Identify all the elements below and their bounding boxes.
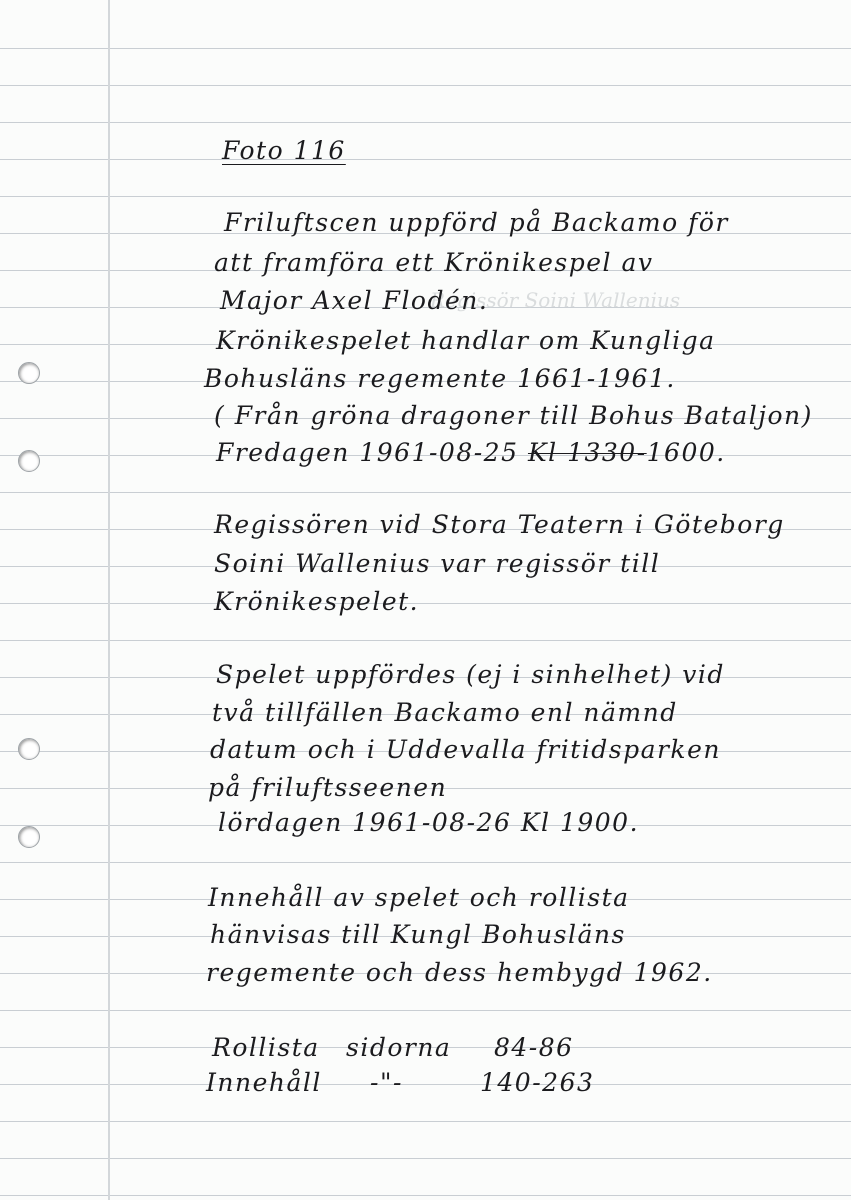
date-line: [216, 440, 726, 465]
punch-hole: [18, 450, 40, 472]
paragraph-2-line: Krönikespelet.: [214, 587, 420, 616]
time-end: 1600.: [646, 438, 726, 467]
margin-line: [108, 0, 110, 1200]
paragraph-2-line: Regissören vid Stora Teatern i Göteborg: [214, 510, 785, 539]
paragraph-1-line: ( Från gröna dragoner till Bohus Bataljon): [214, 401, 813, 430]
reference-pages: 140-263: [480, 1068, 595, 1097]
reference-label: Innehåll: [206, 1068, 322, 1097]
paragraph-1-line: Krönikespelet handlar om Kungliga: [216, 326, 716, 355]
paragraph-3-line: lördagen 1961-08-26 Kl 1900.: [218, 808, 640, 837]
paragraph-1-line: Major Axel Flodén.: [220, 286, 489, 315]
paragraph-3-line: Spelet uppfördes (ej i sinhelhet) vid: [216, 660, 725, 689]
date-prefix: Fredagen 1961-08-25: [216, 438, 519, 467]
page-title: Foto 116: [222, 136, 346, 165]
show-through-text: Regissör Soini Wallenius: [430, 288, 681, 312]
paragraph-3-line: på friluftsseenen: [208, 773, 448, 802]
punch-hole: [18, 826, 40, 848]
paragraph-3-line: datum och i Uddevalla fritidsparken: [210, 735, 721, 764]
struck-time: Kl 1330-: [527, 438, 647, 467]
paragraph-1-line: Bohusläns regemente 1661-1961.: [204, 364, 676, 393]
paragraph-4-line: hänvisas till Kungl Bohusläns: [210, 920, 626, 949]
reference-extra: sidorna: [346, 1033, 452, 1062]
reference-extra: -"-: [370, 1068, 403, 1097]
paragraph-1-line: Friluftscen uppförd på Backamo för: [224, 208, 729, 237]
reference-label: Rollista: [212, 1033, 320, 1062]
paragraph-3-line: två tillfällen Backamo enl nämnd: [212, 698, 678, 727]
paragraph-1-line: att framföra ett Krönikespel av: [214, 248, 654, 277]
punch-hole: [18, 362, 40, 384]
paragraph-4-line: regemente och dess hembygd 1962.: [206, 958, 713, 987]
reference-pages: 84-86: [494, 1033, 574, 1062]
paragraph-4-line: Innehåll av spelet och rollista: [208, 883, 630, 912]
punch-hole: [18, 738, 40, 760]
paragraph-2-line: Soini Wallenius var regissör till: [214, 549, 661, 578]
